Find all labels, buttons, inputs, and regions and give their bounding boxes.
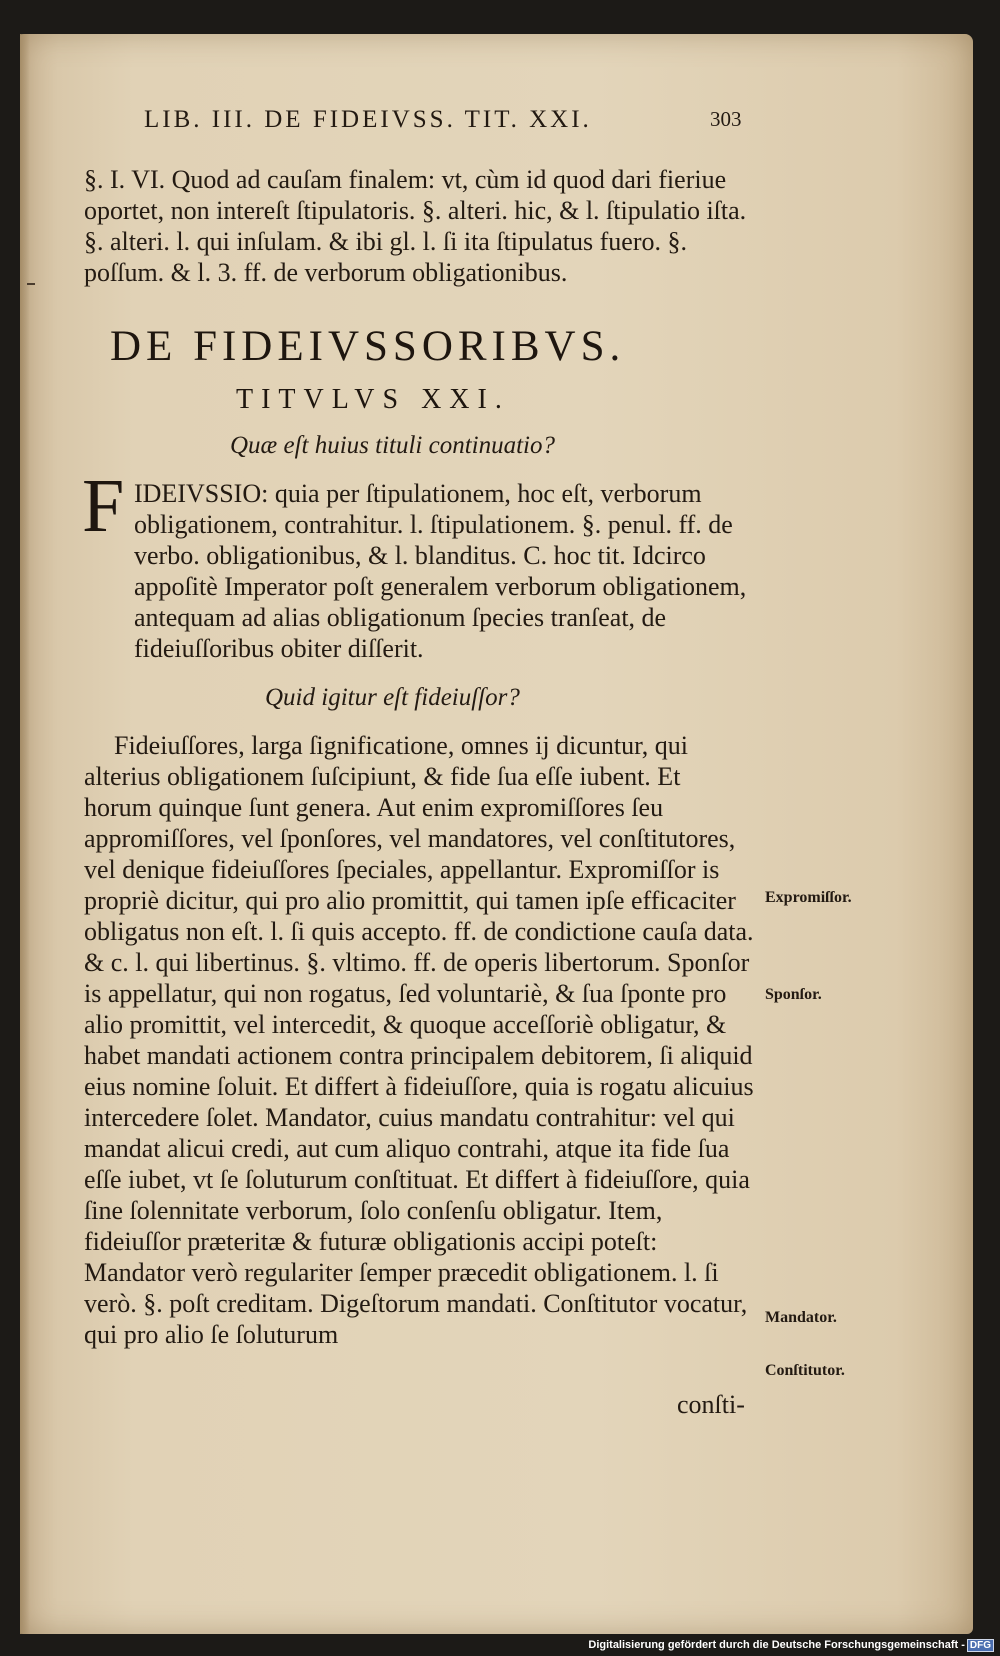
marginal-note-expromissor: Expromiſſor. (765, 889, 852, 906)
catchword: conſti- (677, 1390, 745, 1419)
question-heading-2: Quid igitur eſt fideiuſſor? (265, 684, 520, 711)
paragraph-1-text: IDEIVSSIO: quia per ſtipulationem, hoc eſt, verborum obligationem, contrahitur. l. ſtipulationem. §. penul. ff. de verbo. obligationibus, & l. blanditus. C. hoc tit. Idcirco appoſitè Imperator poſt generalem verborum obligationem, antequam ad alias obligationum ſpecies tranſeat, de fideiuſſoribus obiter diſſerit. (134, 479, 747, 663)
margin-mark (27, 283, 35, 285)
paragraph-2: Fideiuſſores, larga ſignificatione, omnes ij dicuntur, qui alterius obligationem ſuſcipiunt, & fide ſua eſſe iubent. Et horum quinque ſunt genera. Aut enim expromiſſores ſeu appromiſſores, vel ſponſores, vel mandatores, vel conſtitutores, vel denique fideiuſſores ſpeciales, appellantur. Expromiſſor is propriè dicitur, qui pro alio promittit, qui tamen ipſe efficaciter obligatus non eſt. l. ſi quis accepto. ff. de condictione cauſa data. & c. l. qui libertinus. §. vltimo. ff. de operis libertorum. Sponſor is appellatur, qui non rogatus, ſed voluntariè, & ſua ſponte pro alio promittit, vel intercedit, & quoque acceſſoriè obligatur, & habet mandati actionem contra principalem debitorem, ſi aliquid eius nomine ſoluit. Et differt à fideiuſſore, quia is rogatu alicuius intercedere ſolet. Mandator, cuius mandatu contrahitur: vel qui mandat alicui credi, aut cum aliquo contrahi, atque ita fide ſua eſſe iubet, vt ſe ſoluturum conſtituat. Et differt à fideiuſſore, quia ſine ſolennitate verborum, ſolo conſenſu obligatur. Item, fideiuſſor præteritæ & futuræ obligationis accipi poteſt: Mandator verò regulariter ſemper præcedit obligationem. l. ſi verò. §. poſt creditam. Digeſtorum mandati. Conſtitutor vocatur, qui pro alio ſe ſoluturum (84, 731, 754, 1349)
running-head: LIB. III. DE FIDEIVSS. TIT. XXI. (144, 106, 592, 133)
marginal-note-sponsor: Sponſor. (765, 986, 822, 1003)
question-heading-1: Quæ eſt huius tituli continuatio? (230, 432, 555, 459)
chapter-title: DE FIDEIVSSORIBVS. (110, 323, 626, 370)
page-gutter-shadow (20, 34, 30, 1634)
page-number: 303 (710, 107, 742, 131)
digitization-credit (588, 1639, 994, 1652)
drop-cap: F (82, 464, 125, 548)
dfg-logo: DFG (967, 1639, 994, 1652)
marginal-note-mandator: Mandator. (765, 1309, 837, 1326)
chapter-subtitle: TITVLVS XXI. (236, 384, 510, 415)
paragraph-top: §. I. VI. Quod ad cauſam finalem: vt, cùm id quod dari fieriue oportet, non intereſt ſtipulatoris. §. alteri. hic, & l. ſtipulatio iſta. §. alteri. l. qui inſulam. & ibi gl. l. ſi ita ſtipulatus fuero. §. poſſum. & l. 3. ff. de verborum obligationibus. (84, 165, 747, 287)
book-page (20, 34, 973, 1634)
paragraph-1 (84, 478, 754, 668)
credit-text: Digitalisierung gefördert durch die Deutsche Forschungsgemeinschaft - (588, 1639, 965, 1651)
marginal-note-constitutor: Conſtitutor. (765, 1362, 845, 1379)
